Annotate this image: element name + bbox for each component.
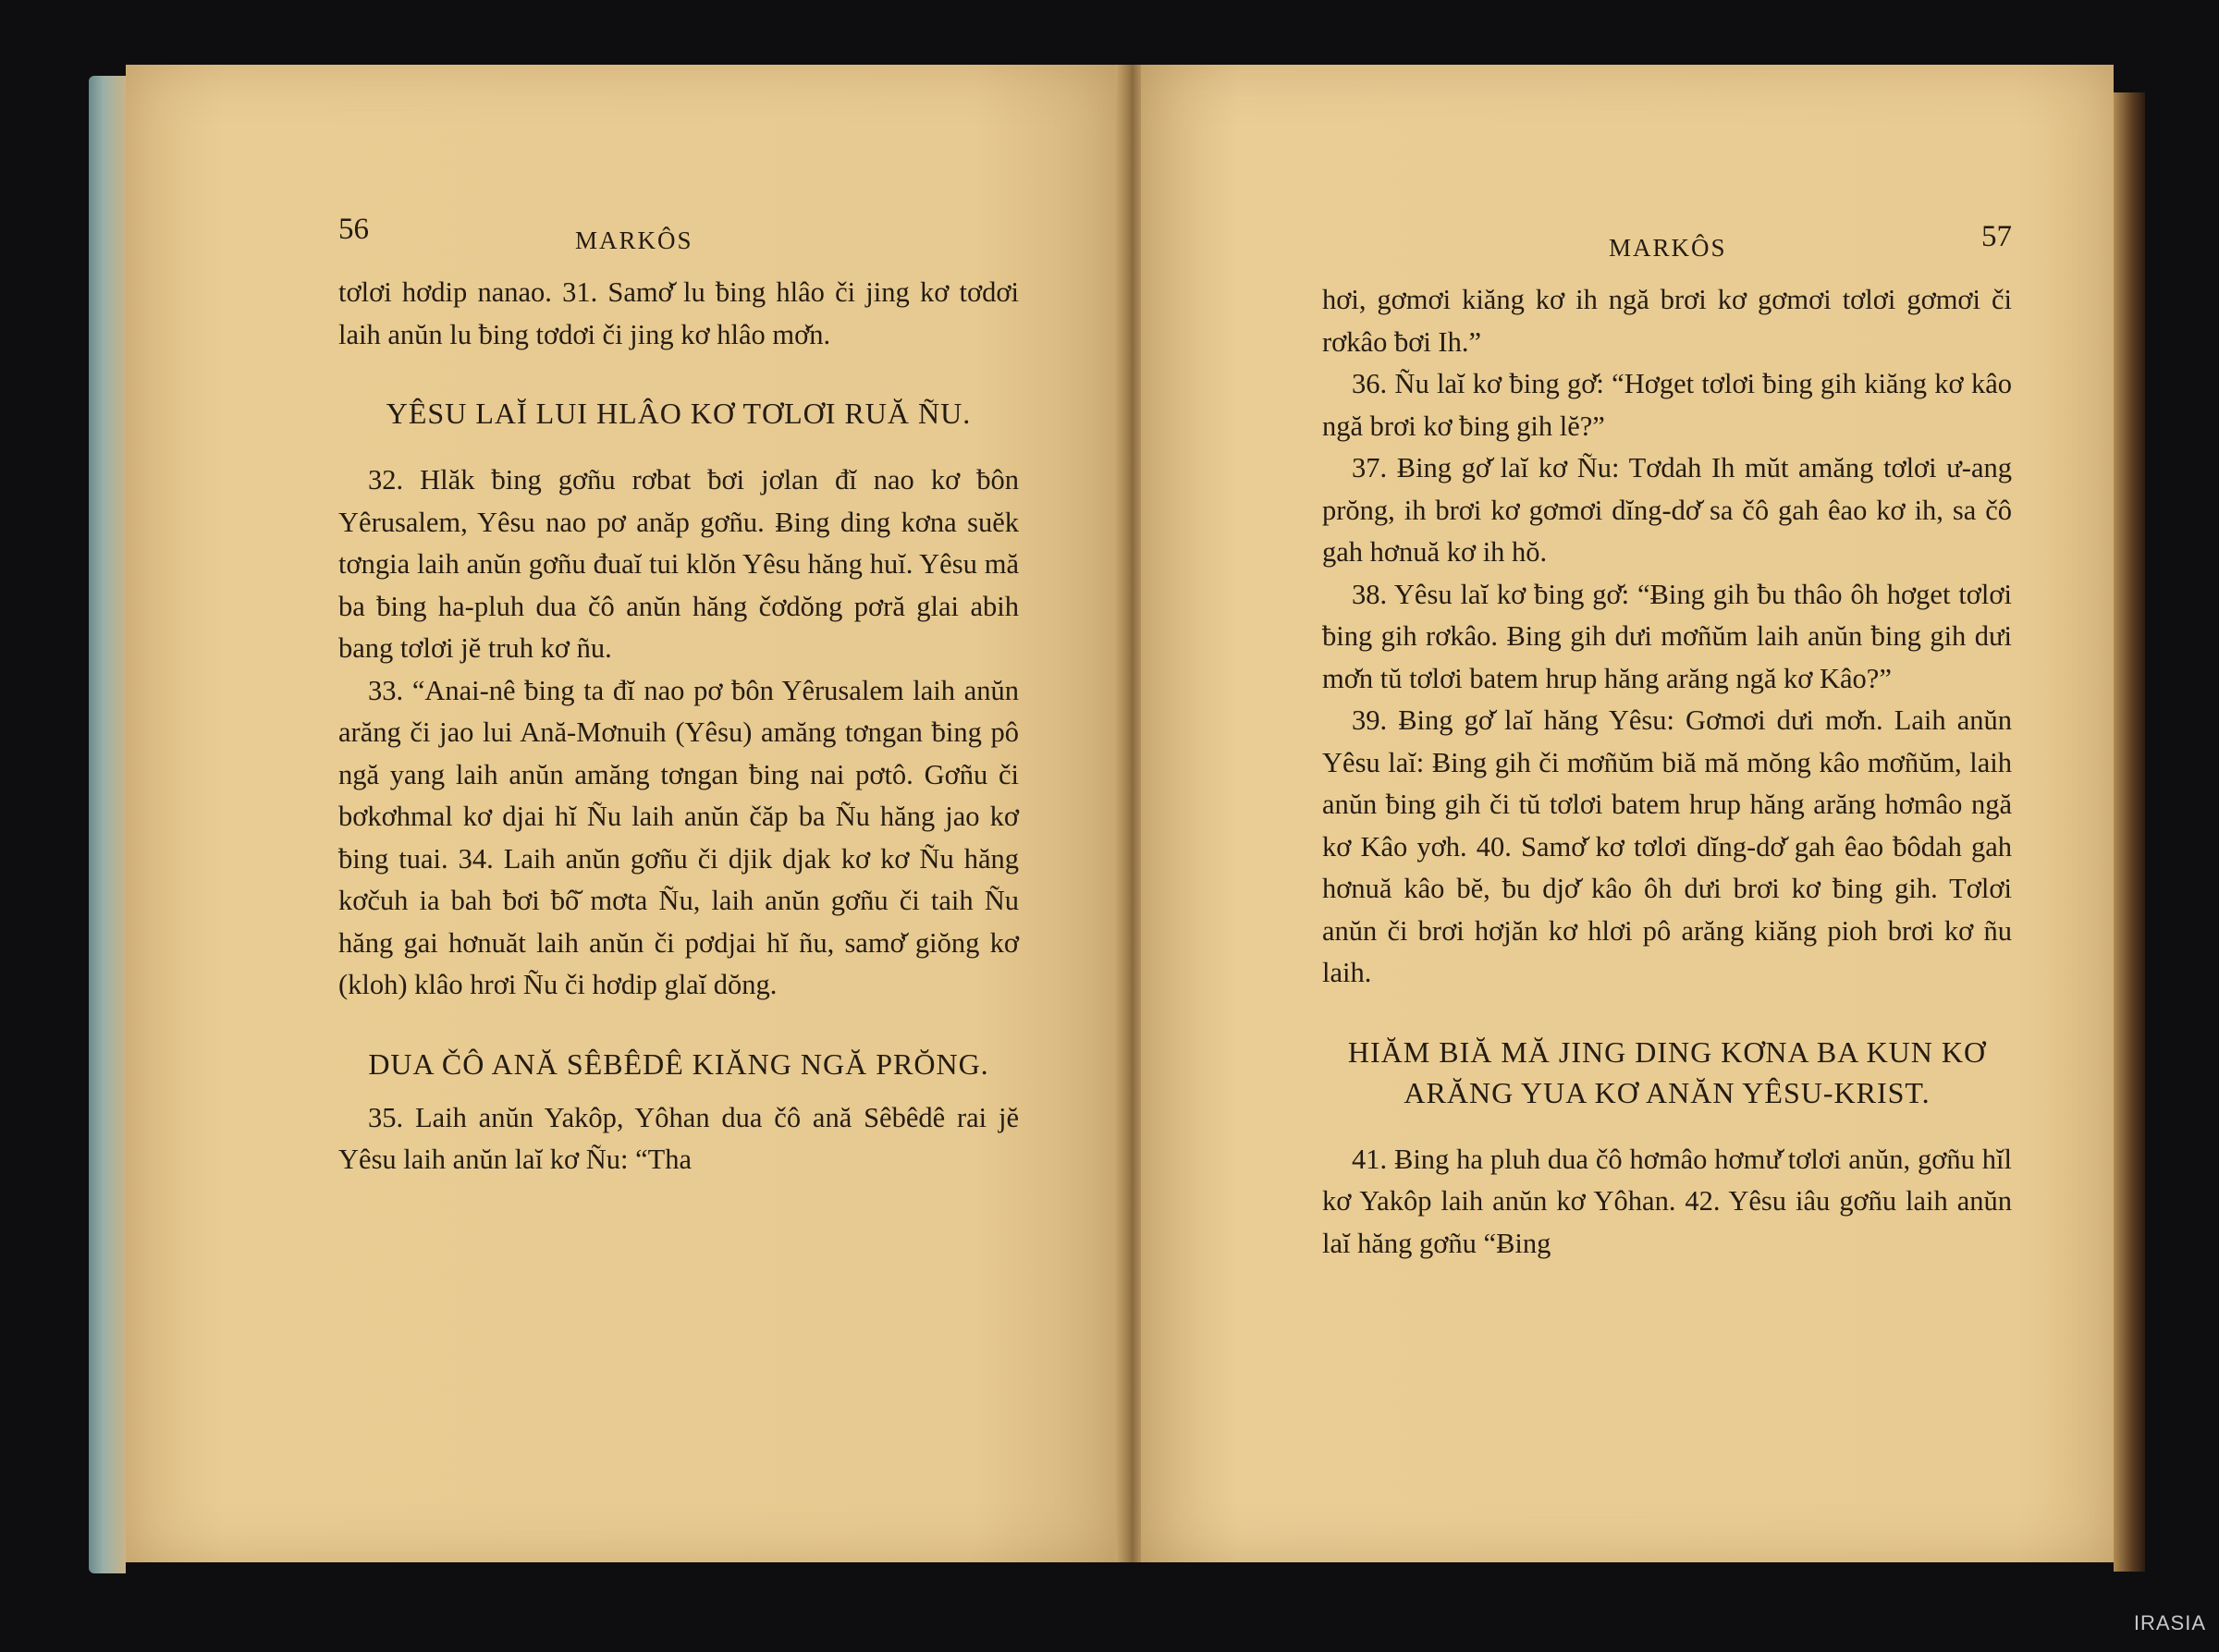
book-edge-right	[2114, 92, 2145, 1572]
paragraph: 36. Ñu laĭ kơ ƀing gơ̆: “Hơget tơlơi ƀing gih kiăng kơ kâo ngă brơi kơ ƀing gih lĕ?”	[1322, 368, 2012, 442]
right-running-head	[1322, 220, 2012, 279]
watermark: IRASIA	[2133, 1611, 2206, 1634]
page-number: 57	[1981, 220, 2012, 253]
section-heading: HIĂM BIĂ MĂ JING DING KƠNA BA KUN KƠ ARĂNG YUA KƠ ANĂN YÊSU-KRIST.	[1347, 1034, 1987, 1109]
section-heading: DUA ČÔ ANĂ SÊBÊDÊ KIĂNG NGĂ PRŎNG.	[368, 1046, 989, 1081]
paragraph: 33. “Anai-nê ƀing ta đĭ nao pơ ƀôn Yêrusalem laih anŭn arăng či jao lui Ană-Mơnuih (Yêsu) amăng tơngan ƀing pô ngă yang laih anŭn amăng tơngan ƀing nai pơtô. Gơñu či bơkơhmal kơ djai hĭ Ñu laih anŭn čăp ba Ñu hăng jao kơ ƀing tuai. 34. Laih anŭn gơñu či djik djak kơ kơ Ñu hăng kơčuh ia bah ƀơi ƀô̆ mơta Ñu, laih anŭn gơñu či taih Ñu hăng gai hơnuăt laih anŭn či pơdjai hĭ ñu, samơ̆ giŏng kơ (kloh) klâo hrơi Ñu či hơdip glaĭ dŏng.	[338, 674, 1019, 1000]
running-head-title: MARKÔS	[575, 226, 693, 254]
paragraph: 37. Ƀing gơ̆ laĭ kơ Ñu: Tơdah Ih mŭt amăng tơlơi ư-ang prŏng, ih brơi kơ gơmơi dĭng-dơ̆ sa čô gah êao kơ ih, sa čô gah hơnuă kơ ih hŏ.	[1322, 452, 2012, 568]
book-edge-left	[89, 76, 126, 1573]
paragraph: 39. Ƀing gơ̆ laĭ hăng Yêsu: Gơmơi dưi mơ̆n. Laih anŭn Yêsu laĭ: Ƀing gih či mơñŭm biă mă mŏng kâo mơñŭm, laih anŭn ƀing gih či tŭ tơlơi batem hrup hăng arăng hơmâo ngă kơ Kâo yơh. 40. Samơ̆ kơ tơlơi dĭng-dơ̆ gah êao ƀôdah gah hơnuă kâo bĕ, ƀu djơ̆ kâo ôh dưi brơi kơ ƀing gih. Tơlơi anŭn či brơi hơjăn kơ hlơi pô arăng kiăng pioh brơi kơ ñu laih.	[1322, 704, 2012, 988]
paragraph: 32. Hlăk ƀing gơñu rơbat ƀơi jơlan đĭ nao kơ ƀôn Yêrusalem, Yêsu nao pơ anăp gơñu. Ƀing ding kơna suĕk tơngia laih anŭn gơñu đuaĭ tui klŏn Yêsu hăng huĭ. Yêsu mă ba ƀing ha-pluh dua čô anŭn hăng čơdŏng pơră glai abih bang tơlơi jĕ truh kơ ñu.	[338, 464, 1019, 664]
paragraph: hơi, gơmơi kiăng kơ ih ngă brơi kơ gơmơi tơlơi gơmơi či rơkâo ƀơi Ih.”	[1322, 284, 2012, 358]
left-page-text	[338, 213, 1019, 1181]
paragraph: 38. Yêsu laĭ kơ ƀing gơ̆: “Ƀing gih ƀu thâo ôh hơget tơlơi ƀing gih rơkâo. Ƀing gih dưi mơñŭm laih anŭn ƀing gih dưi mơ̆n tŭ tơlơi batem hrup hăng arăng ngă kơ Kâo?”	[1322, 578, 2012, 694]
section-heading: YÊSU LAĬ LUI HLÂO KƠ TƠLƠI RUĂ ÑU.	[386, 397, 972, 430]
running-head-title: MARKÔS	[1609, 234, 1727, 262]
paragraph: tơlơi hơdip nanao. 31. Samơ̆ lu ƀing hlâo či jing kơ tơdơi laih anŭn lu ƀing tơdơi či jing kơ hlâo mơ̆n.	[338, 276, 1019, 350]
paragraph: 41. Ƀing ha pluh dua čô hơmâo hơmư̆ tơlơi anŭn, gơñu hĭl kơ Yakôp laih anŭn kơ Yôhan. 42. Yêsu iâu gơñu laih anŭn laĭ hăng gơñu “Ƀing	[1322, 1143, 2012, 1259]
left-page	[126, 65, 1121, 1562]
page-number: 56	[338, 213, 369, 246]
left-running-head	[338, 213, 1019, 272]
paragraph: 35. Laih anŭn Yakôp, Yôhan dua čô ană Sêbêdê rai jĕ Yêsu laih anŭn laĭ kơ Ñu: “Tha	[338, 1101, 1019, 1175]
right-page-text	[1322, 220, 2012, 1265]
right-page	[1141, 65, 2114, 1562]
open-book	[89, 48, 2145, 1583]
